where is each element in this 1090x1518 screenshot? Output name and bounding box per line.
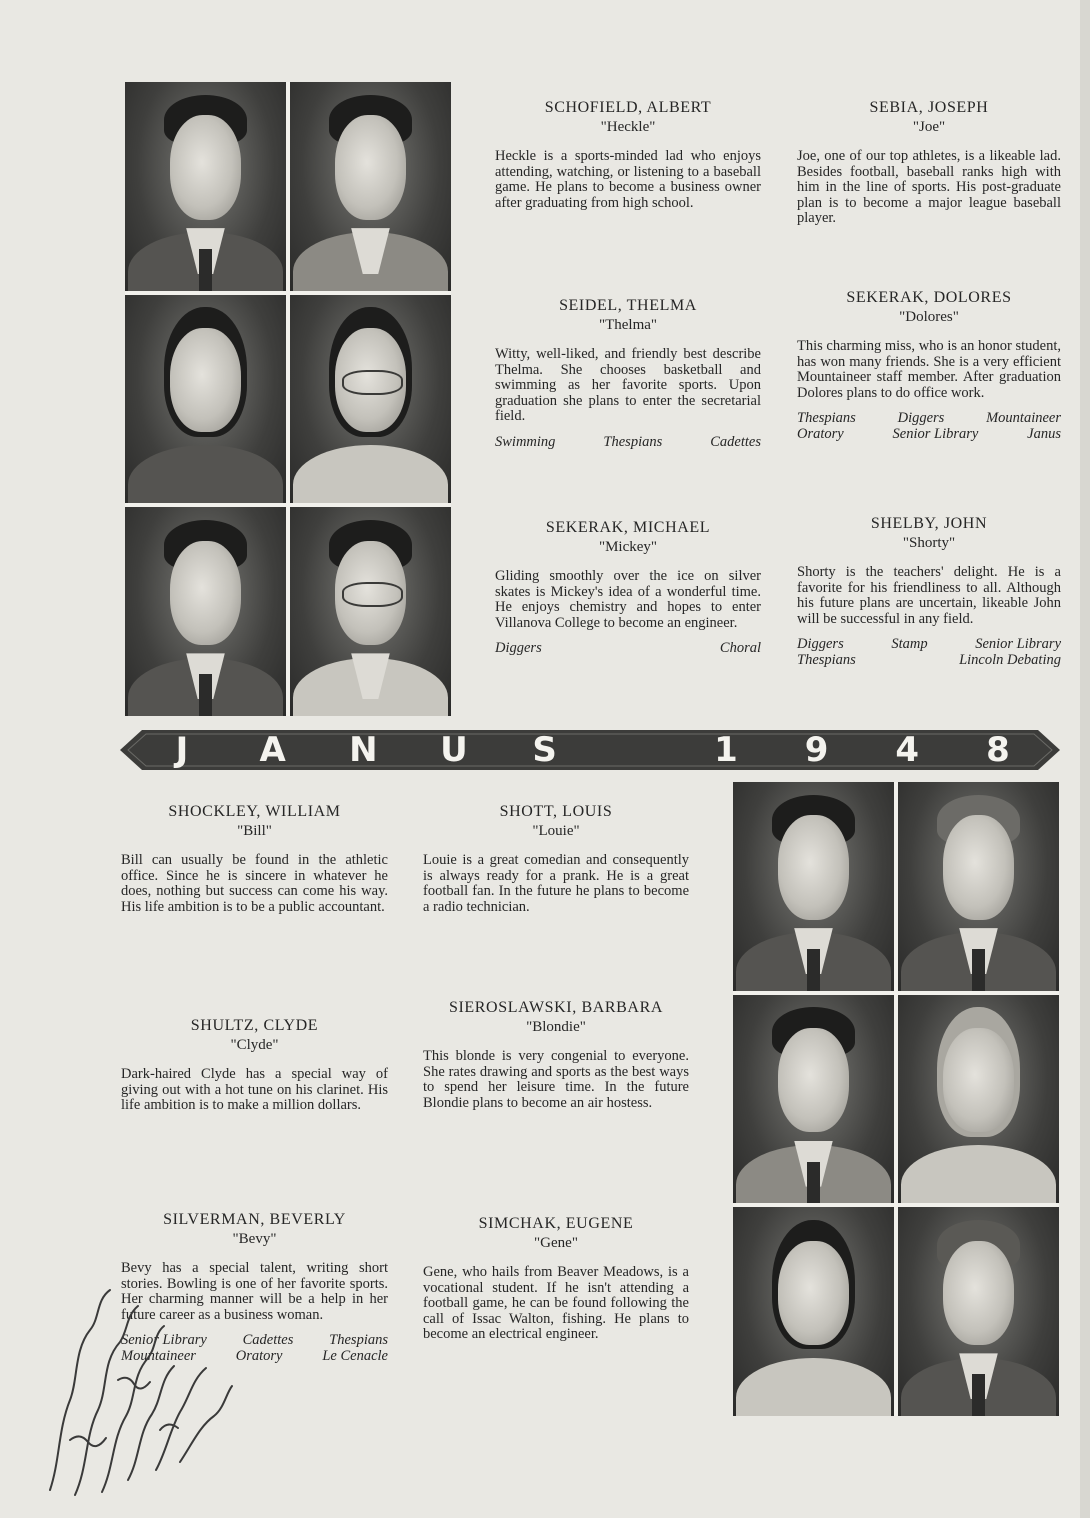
activity: Janus (1027, 425, 1061, 442)
portrait-sekerak-michael (125, 507, 286, 716)
entry-nickname: "Bill" (237, 823, 272, 839)
entry-bio: Gene, who hails from Beaver Meadows, is a vocational student. If he isn't attending a football game, he can be found following the call of Issac Walton, fishing. He plans to become an electrical engineer. (423, 1264, 689, 1342)
activity: Senior Library (975, 636, 1061, 652)
activity: Choral (719, 640, 761, 656)
handwritten-signature (30, 1230, 240, 1510)
entry-nickname: "Heckle" (600, 119, 656, 135)
entry-bio: Gliding smoothly over the ice on silver skates is Mickey's idea of a wonderful time. He enjoys chemistry and hopes to enter Villanova College to become an engineer. (495, 568, 761, 631)
entry-name: SHELBY, JOHN (870, 515, 988, 532)
entry-schofield-albert (495, 98, 761, 211)
banner-letter-s: S (532, 730, 557, 770)
entry-shockley-william (121, 802, 388, 915)
portrait-seidel-thelma (125, 295, 286, 504)
entry-bio: This charming miss, who is an honor student, has won many friends. She is a very efficient Mountaineer staff member. After graduation Dolores plans to do office work. (797, 338, 1061, 401)
entry-name: SEBIA, JOSEPH (869, 99, 989, 116)
entry-name: SHOCKLEY, WILLIAM (168, 803, 341, 820)
portrait-schofield-albert (125, 82, 286, 291)
janus-1948-banner (120, 730, 1060, 770)
activity: Mountaineer (986, 410, 1061, 426)
activity: Lincoln Debating (959, 651, 1061, 668)
entry-nickname: "Bevy" (232, 1231, 277, 1247)
activity: Thespians (603, 433, 663, 450)
activity: Stamp (891, 636, 928, 652)
entry-shott-louis (423, 802, 689, 915)
banner-letter-j: J (175, 730, 189, 770)
activities-row (797, 637, 1061, 653)
activity: Thespians (329, 1332, 388, 1348)
portrait-shultz-clyde (733, 995, 894, 1204)
entry-shultz-clyde (121, 1016, 388, 1114)
portrait-silverman-beverly (733, 1207, 894, 1416)
entry-activities (797, 637, 1061, 668)
activity: Senior Library (892, 425, 979, 442)
entry-seidel-thelma (495, 296, 761, 450)
entry-bio: Bill can usually be found in the athletic office. Since he is sincere in whatever he does, nothing but success can come his way. His life ambition is to be a public accountant. (121, 852, 388, 915)
entry-nickname: "Mickey" (598, 539, 658, 555)
entry-name: SIMCHAK, EUGENE (478, 1215, 634, 1232)
activity: Thespians (797, 410, 856, 426)
activity: Cadettes (710, 433, 761, 450)
entry-name: SIEROSLAWSKI, BARBARA (448, 999, 663, 1016)
activities-row (797, 427, 1061, 443)
entry-nickname: "Louie" (532, 823, 580, 839)
entry-bio: Shorty is the teachers' delight. He is a favorite for his friendliness to all. Although his future plans are uncertain, likeable John will be successful in any field. (797, 564, 1061, 627)
entry-name: SEIDEL, THELMA (559, 297, 697, 314)
portrait-simchak-eugene (898, 1207, 1059, 1416)
entry-simchak-eugene (423, 1214, 689, 1343)
activity: Diggers (797, 636, 844, 652)
banner-letter-n: N (349, 730, 378, 770)
entry-bio: Witty, well-liked, and friendly best describe Thelma. She chooses basketball and swimming as her favorite sports. Upon graduation she plans to enter the secretarial field. (495, 346, 761, 424)
entry-shelby-john (797, 514, 1061, 668)
top-portrait-grid (125, 82, 451, 716)
entry-name: SHOTT, LOUIS (499, 803, 613, 820)
portrait-sieroslawski-barbara (898, 995, 1059, 1204)
portrait-shott-louis (898, 782, 1059, 991)
activity: Senior Library (121, 1332, 207, 1348)
activity: Diggers (495, 640, 542, 656)
entry-nickname: "Joe" (912, 119, 946, 135)
activity: Swimming (495, 433, 556, 450)
entry-bio: Bevy has a special talent, writing short stories. Bowling is one of her favorite sports. Her charming manner will be a help in her future career as a business woman. (121, 1260, 388, 1323)
portrait-shelby-john (290, 507, 451, 716)
entry-name: SEKERAK, MICHAEL (545, 519, 711, 536)
entry-name: SILVERMAN, BEVERLY (163, 1211, 346, 1228)
entry-name: SHULTZ, CLYDE (190, 1017, 319, 1034)
entry-activities (495, 641, 761, 657)
activities-row (495, 641, 761, 657)
activity: Thespians (797, 651, 856, 668)
portrait-sekerak-dolores (290, 295, 451, 504)
entry-sekerak-dolores (797, 288, 1061, 442)
entry-name: SCHOFIELD, ALBERT (544, 99, 712, 116)
banner-digit-4: 4 (895, 730, 920, 770)
banner-letter-a: A (259, 730, 286, 770)
banner-digit-1: 1 (714, 730, 738, 770)
activity: Le Cenacle (322, 1347, 388, 1364)
activity: Cadettes (242, 1332, 294, 1348)
activity: Oratory (235, 1347, 283, 1364)
activity: Diggers (897, 410, 945, 426)
banner-title (160, 730, 1020, 770)
portrait-shockley-william (733, 782, 894, 991)
entry-sebia-joseph (797, 98, 1061, 227)
entry-bio: Dark-haired Clyde has a special way of giving out with a hot tune on his clarinet. His life ambition is to make a million dollars. (121, 1066, 388, 1113)
entry-nickname: "Gene" (534, 1235, 578, 1251)
entry-name: SEKERAK, DOLORES (846, 289, 1012, 306)
entry-bio: Joe, one of our top athletes, is a likeable lad. Besides football, baseball ranks high with him in the line of sports. His post-graduate plan is to become a major league baseball player. (797, 148, 1061, 226)
banner-letter-u: U (440, 730, 468, 770)
entry-sekerak-michael (495, 518, 761, 657)
entry-bio: Louie is a great comedian and consequently is always ready for a prank. He is a great football fan. In the future he plans to become a radio technician. (423, 852, 689, 915)
activities-row (797, 653, 1061, 669)
bottom-portrait-grid (733, 782, 1059, 1416)
entry-nickname: "Blondie" (526, 1019, 586, 1035)
entry-nickname: "Thelma" (598, 317, 658, 333)
activity: Oratory (797, 425, 844, 442)
paper-edge (1080, 0, 1090, 1518)
portrait-sebia-joseph (290, 82, 451, 291)
entry-activities (495, 435, 761, 451)
banner-digit-9: 9 (804, 730, 829, 770)
entry-activities (797, 411, 1061, 442)
activity: Mountaineer (121, 1347, 196, 1364)
entry-bio: This blonde is very congenial to everyone. She rates drawing and sports as the best ways to spend her leisure time. In the future Blondie plans to become an air hostess. (423, 1048, 689, 1111)
banner-digit-8: 8 (986, 730, 1010, 770)
entry-nickname: "Dolores" (899, 309, 959, 325)
entry-nickname: "Shorty" (902, 535, 956, 551)
entry-nickname: "Clyde" (230, 1037, 279, 1053)
entry-sieroslawski-barbara (423, 998, 689, 1111)
entry-bio: Heckle is a sports-minded lad who enjoys attending, watching, or listening to a baseball game. He plans to become a business owner after graduating from high school. (495, 148, 761, 211)
activities-row (797, 411, 1061, 427)
activities-row (495, 435, 761, 451)
